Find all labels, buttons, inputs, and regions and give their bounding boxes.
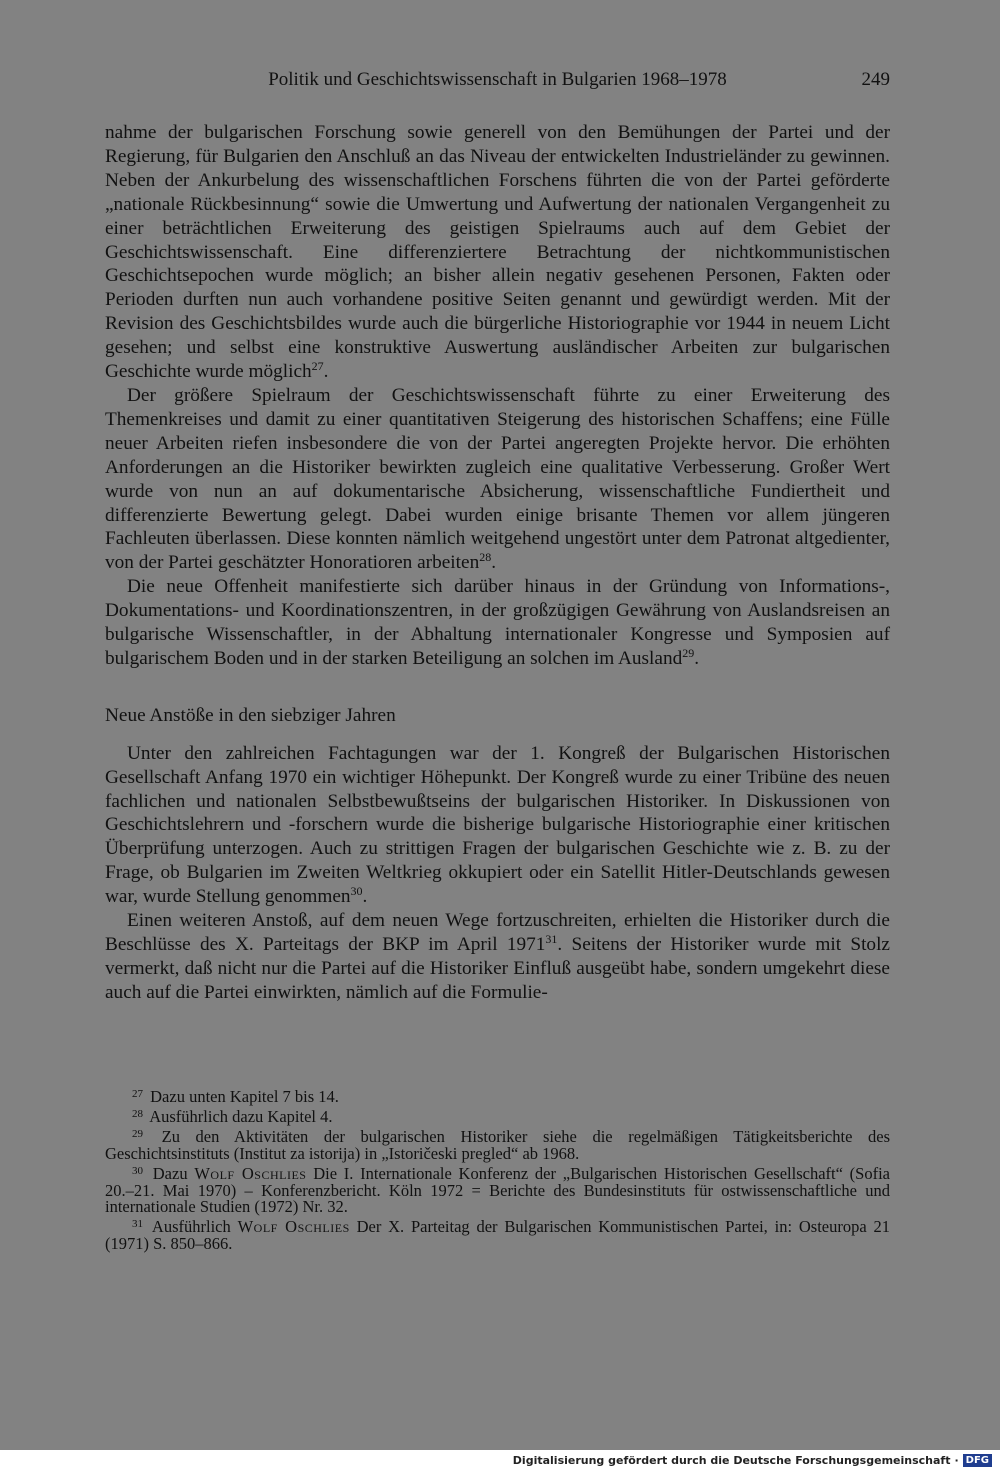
paragraph: nahme der bulgarischen Forschung sowie generell von den Bemühungen der Partei und der Regierung, für Bulgarien den Anschluß an das Niveau der entwickelten Industrieländer zu gewinnen. Neben der Ankurbelung des wissenschaftlichen Forschens führten die von der Partei geförderte „nationale Rückbesinnung“ sowie die Umwertung und Aufwertung der nationalen Vergangenheit zu einer beträchtlichen Erweiterung des geistigen Spielraums auch auf dem Gebiet der Geschichtswissenschaft. Eine differenziertere Betrachtung der nichtkommunistischen Geschichtsepochen wurde möglich; an bisher allein negativ gesehenen Personen, Fakten oder Perioden durften nun auch vorhandene positive Seiten genannt und gewürdigt werden. Mit der Revision des Geschichtsbildes wurde auch die bürgerliche Historiographie vor 1944 in neuem Licht gesehen; und selbst eine konstruktive Auswertung ausländischer Arbeiten zur bulgarischen Geschichte wurde möglich$^{27}$. — [105, 122, 890, 383]
credit-text: Digitalisierung gefördert durch die Deutsche Forschungsgemeinschaft — [512, 1453, 951, 1467]
paragraph: Die neue Offenheit manifestierte sich darüber hinaus in der Gründung von Informations-, Dokumentations- und Koordinationszentren, in der großzügigen Gewährung von Auslandsreisen an bulgarische Wissenschaftler, in der Abhaltung internationaler Kongresse und Symposien auf bulgarischem Boden und in der starken Beteiligung an solchen im Ausland$^{29}$. — [105, 576, 890, 669]
running-title: Politik und Geschichtswissenschaft in Bulgarien 1968–1978 — [268, 69, 727, 90]
footnote-ref[interactable]: 27 — [311, 359, 324, 374]
dfg-logo: DFG — [963, 1454, 992, 1467]
running-header — [105, 66, 890, 96]
section-heading: Neue Anstöße in den siebziger Jahren — [105, 704, 396, 726]
footnote: $^{27}$ Dazu unten Kapitel 7 bis 14. — [132, 1087, 339, 1106]
footnote: $^{30}$ Dazu Wolf Oschlies Die I. Internationale Konferenz der „Bulgarischen Historischen Gesellschaft“ (Sofia 20.–21. Mai 1970) – Konferenzbericht. Köln 1972 = Berichte des Bundesinstituts für ostwissenschaftliche und internationale Studien (1972) Nr. 32. — [105, 1163, 891, 1217]
footnote-ref[interactable]: 31 — [545, 932, 558, 946]
footnote-ref[interactable]: 28 — [479, 550, 492, 565]
page-number: 249 — [861, 69, 890, 90]
footnote-ref[interactable]: 29 — [682, 645, 695, 660]
digitization-credit — [513, 1452, 992, 1468]
paragraph: Einen weiteren Anstoß, auf dem neuen Wege fortzuschreiten, erhielten die Historiker durch die Beschlüsse des X. Parteitags der BKP im April 1971$^{31}$. Seitens der Historiker wurde mit Stolz vermerkt, daß nicht nur die Partei auf die Historiker Einfluß ausgeübt habe, sondern umgekehrt diese auch auf die Partei einwirkten, nämlich auf die Formulie- — [105, 910, 890, 1003]
footnote: $^{31}$ Ausführlich Wolf Oschlies Der X. Parteitag der Bulgarischen Kommunistischen Partei, in: Osteuropa 21 (1971) S. 850–866. — [105, 1217, 890, 1254]
footnote: $^{29}$ Zu den Aktivitäten der bulgarischen Historiker siehe die regelmäßigen Tätigkeitsberichte des Geschichtsinstituts (Institut za istorija) in „Istoričeski pregled“ ab 1968. — [105, 1126, 891, 1163]
credit-separator: · — [954, 1453, 959, 1467]
author-name: Wolf Oschlies — [237, 1217, 350, 1237]
footnote-ref[interactable]: 30 — [350, 884, 363, 899]
body-text — [105, 121, 890, 1005]
paragraph: Unter den zahlreichen Fachtagungen war der 1. Kongreß der Bulgarischen Historischen Gesellschaft Anfang 1970 ein wichtiger Höhepunkt. Der Kongreß wurde zu einer Tribüne des neuen fachlichen und nationalen Selbstbewußtseins der bulgarischen Historiker. In Diskussionen von Geschichtslehrern und -forschern wurde die bisherige bulgarische Historiographie einer kritischen Überprüfung unterzogen. Auch zu strittigen Fragen der bulgarischen Geschichte wie z. B. zu der Frage, ob Bulgarien im Zweiten Weltkrieg okkupiert oder ein Satellit Hitler-Deutschlands gewesen war, wurde Stellung genommen$^{30}$. — [105, 742, 890, 908]
footnotes — [105, 1086, 890, 1253]
author-name: Wolf Oschlies — [194, 1163, 307, 1183]
footnote: $^{28}$ Ausführlich dazu Kapitel 4. — [132, 1106, 333, 1126]
paragraph: Der größere Spielraum der Geschichtswissenschaft führte zu einer Erweiterung des Themenkreises und damit zu einer quantitativen Steigerung des historischen Schaffens; eine Fülle neuer Arbeiten riefen insbesondere die von der Partei angeregten Projekte hervor. Die erhöhten Anforderungen an die Historiker bewirkten zugleich eine qualitative Verbesserung. Großer Wert wurde von nun an auf dokumentarische Absicherung, wissenschaftliche Fundiertheit und differenzierte Bewertung gelegt. Dabei wurden einige brisante Themen vor allem jüngeren Fachleuten überlassen. Diese konnten nämlich weitgehend ungestört unter dem Patronat altgedienter, von der Partei geschätzter Honoratioren arbeiten$^{28}$. — [105, 384, 890, 574]
